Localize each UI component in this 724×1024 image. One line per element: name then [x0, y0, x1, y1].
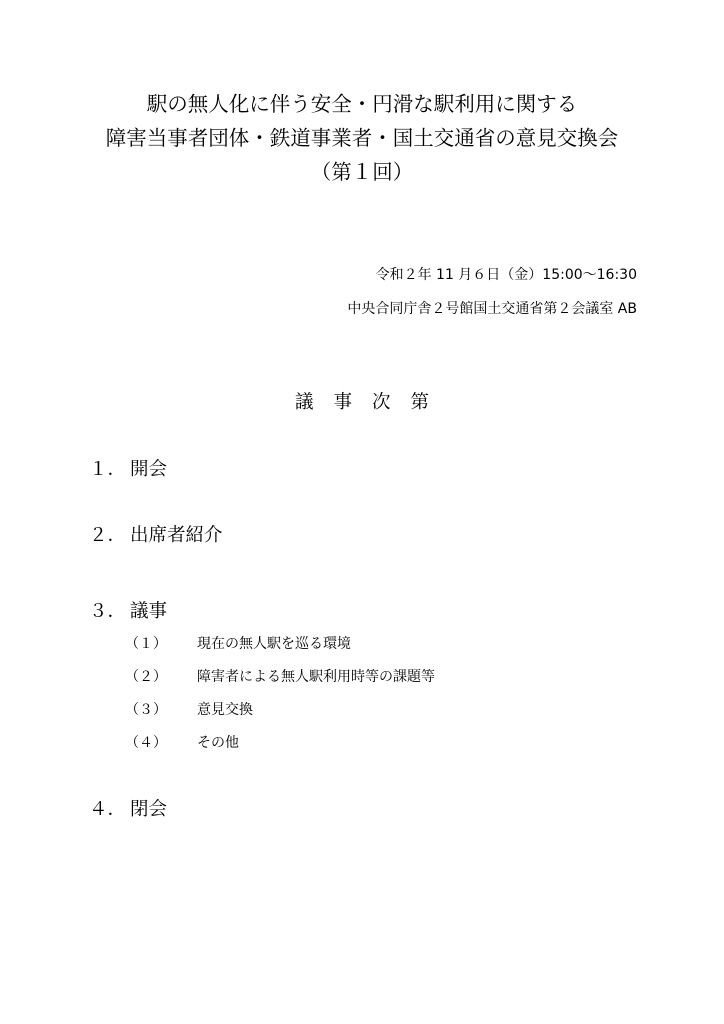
agenda-subitem-3	[125, 699, 253, 719]
agenda-item-number: ３．	[89, 601, 127, 622]
agenda-heading: 議事次第	[294, 392, 449, 413]
title-line-3: （第１回）	[310, 160, 414, 184]
agenda-subitem-label: 意見交換	[197, 702, 253, 718]
meeting-location: 中央合同庁舎２号館国土交通省第２会議室 AB	[347, 301, 637, 317]
agenda-item-proceedings	[89, 597, 167, 623]
agenda-subitem-1	[125, 633, 351, 653]
agenda-subitem-number: （１）	[125, 636, 167, 652]
agenda-item-number: １．	[89, 459, 127, 480]
title-line-1: 駅の無人化に伴う安全・円滑な駅利用に関する	[146, 92, 578, 116]
document-title	[0, 87, 724, 189]
agenda-subitem-2	[125, 666, 435, 686]
agenda-item-label: 出席者紹介	[130, 525, 223, 546]
meeting-info	[347, 258, 637, 326]
title-line-2: 障害当事者団体・鉄道事業者・国土交通省の意見交換会	[105, 126, 619, 150]
agenda-item-attendees	[89, 521, 223, 547]
agenda-item-label: 議事	[130, 601, 168, 622]
agenda-item-closing	[89, 795, 167, 821]
agenda-subitem-number: （４）	[125, 735, 167, 751]
agenda-item-number: ２．	[89, 525, 127, 546]
agenda-subitem-label: 現在の無人駅を巡る環境	[197, 636, 351, 652]
agenda-subitem-number: （２）	[125, 669, 167, 685]
agenda-item-opening	[89, 455, 167, 481]
agenda-item-number: ４．	[89, 799, 127, 820]
agenda-subitem-label: 障害者による無人駅利用時等の課題等	[197, 669, 435, 685]
agenda-subitem-label: その他	[197, 735, 239, 751]
agenda-item-label: 閉会	[130, 799, 168, 820]
agenda-item-label: 開会	[130, 459, 168, 480]
meeting-datetime: 令和２年 11 月６日（金）15:00～16:30	[375, 267, 637, 283]
agenda-subitem-number: （３）	[125, 702, 167, 718]
agenda-subitem-4	[125, 732, 239, 752]
